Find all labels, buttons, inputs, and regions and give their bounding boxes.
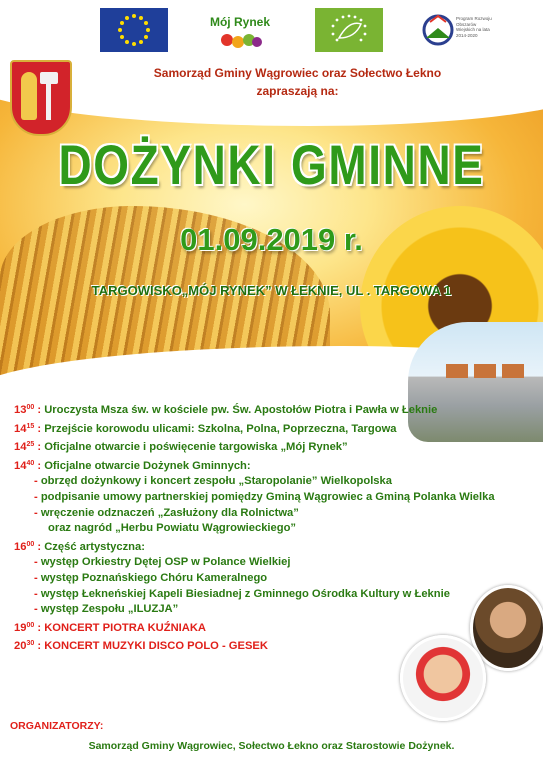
moj-rynek-logo-text: Mój Rynek	[209, 15, 271, 29]
performer-photo	[400, 635, 486, 721]
program-item: $20^{30}$ : KONCERT MUZYKI DISCO POLO - GESEK	[14, 640, 268, 653]
program-subitem: oraz nagród „Herbu Powiatu Wągrowieckiego”	[48, 522, 297, 535]
program-subitem: - występ Poznańskiego Chóru Kameralnego	[34, 571, 268, 584]
invite-text-line1: Samorząd Gminy Wągrowiec oraz Sołectwo Łekno	[153, 66, 442, 80]
invite-text-line2: zapraszają na:	[256, 84, 339, 98]
program-item: $19^{00}$ : KONCERT PIOTRA KUŹNIAKA	[14, 621, 207, 634]
logo-bar	[0, 0, 543, 62]
program-item: $16^{00}$ : Część artystyczna:	[14, 540, 145, 553]
program-item: $13^{00}$ : Uroczysta Msza św. w kościele pw. Św. Apostołów Piotra i Pawła w Łeknie	[14, 404, 438, 416]
program-subitem: - wręczenie odznaczeń „Zasłużony dla Rolnictwa”	[34, 506, 299, 519]
event-place: TARGOWISKO„MÓJ RYNEK” W ŁEKNIE, UL . TARGOWA 1	[91, 283, 452, 298]
organizers-list: Samorząd Gminy Wągrowiec, Sołectwo Łekno oraz Starostowie Dożynek.	[88, 740, 455, 752]
program-subitem: - występ Orkiestry Dętej OSP w Polance Wielkiej	[34, 556, 291, 569]
program-subitem: - występ Łekneńskiej Kapeli Biesiadnej z Gminnego Ośrodka Kultury w Łeknie	[34, 587, 450, 600]
eu-flag-logo	[100, 8, 168, 52]
moj-rynek-logo	[205, 8, 275, 52]
organizers-label: ORGANIZATORZY:	[10, 720, 104, 732]
program-subitem: - obrzęd dożynkowy i koncert zespołu „Staropolanie” Wielkopolska	[34, 475, 392, 488]
program-item: $14^{15}$ : Przejście korowodu ulicami: Szkolna, Polna, Poprzeczna, Targowa	[14, 422, 397, 435]
prow-logo	[418, 8, 498, 52]
eu-organic-leaf-logo	[315, 8, 383, 52]
program-item: $14^{40}$ : Oficjalne otwarcie Dożynek Gminnych:	[14, 459, 251, 472]
event-program	[14, 400, 534, 655]
program-item: $14^{25}$ : Oficjalne otwarcie i poświęcenie targowiska „Mój Rynek”	[14, 441, 348, 454]
event-title: DOŻYNKI GMINNE	[58, 133, 485, 196]
program-subitem: - występ Zespołu „ILUZJA”	[34, 603, 179, 616]
event-date: 01.09.2019 r.	[180, 222, 363, 257]
program-subitem: - podpisanie umowy partnerskiej pomiędzy Gminą Wągrowiec a Gminą Polanka Wielka	[34, 490, 495, 503]
prow-logo-text: Program Rozwoju Obszarów Wiejskich na lata 2014-2020	[456, 16, 492, 38]
